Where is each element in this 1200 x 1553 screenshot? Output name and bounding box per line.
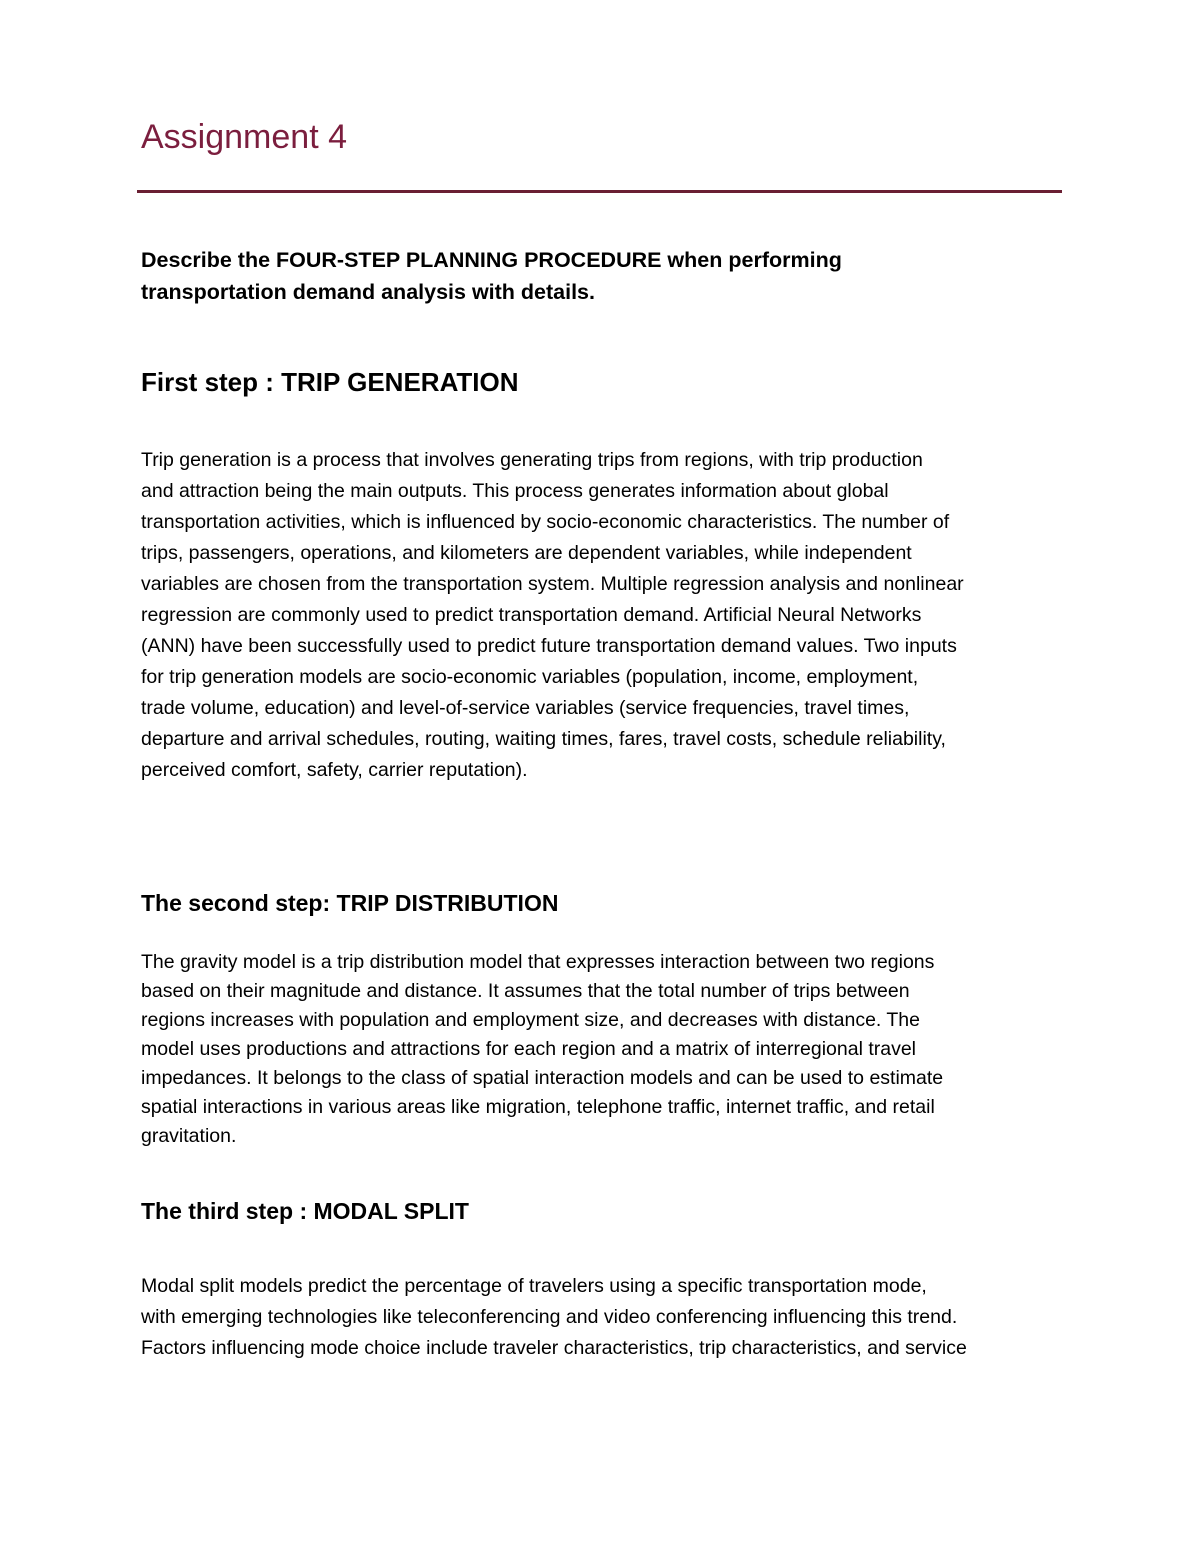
section-heading-trip-distribution: The second step: TRIP DISTRIBUTION <box>141 890 559 916</box>
text-line: for trip generation models are socio-economic variables (population, income, employment, <box>141 666 919 688</box>
text-line: regions increases with population and employment size, and decreases with distance. The <box>141 1009 921 1031</box>
text-line: impedances. It belongs to the class of spatial interaction models and can be used to estimate <box>141 1067 944 1089</box>
text-line: departure and arrival schedules, routing, waiting times, fares, travel costs, schedule reliability, <box>141 728 946 750</box>
text-line: Modal split models predict the percentage of travelers using a specific transportation mode, <box>141 1275 927 1297</box>
section-body-trip-distribution <box>141 948 1063 1151</box>
text-line: model uses productions and attractions for each region and a matrix of interregional travel <box>141 1038 917 1060</box>
text-line: trade volume, education) and level-of-service variables (service frequencies, travel times, <box>141 697 910 719</box>
text-line: regression are commonly used to predict transportation demand. Artificial Neural Networks <box>141 604 922 626</box>
text-line: and attraction being the main outputs. This process generates information about global <box>141 480 889 502</box>
section-heading-modal-split: The third step : MODAL SPLIT <box>141 1198 469 1224</box>
title-underline-rule <box>137 190 1062 193</box>
text-line: based on their magnitude and distance. It assumes that the total number of trips between <box>141 980 910 1002</box>
section-heading-trip-generation: First step : TRIP GENERATION <box>141 367 519 397</box>
text-line: The gravity model is a trip distribution model that expresses interaction between two regions <box>141 951 935 973</box>
text-line: (ANN) have been successfully used to predict future transportation demand values. Two inputs <box>141 635 957 657</box>
text-line: trips, passengers, operations, and kilometers are dependent variables, while independent <box>141 542 912 564</box>
text-line: spatial interactions in various areas like migration, telephone traffic, internet traffic, and retail <box>141 1096 935 1118</box>
section-body-trip-generation <box>141 445 1063 786</box>
document-title: Assignment 4 <box>141 118 347 156</box>
text-line: perceived comfort, safety, carrier reputation). <box>141 759 528 781</box>
text-line: Factors influencing mode choice include traveler characteristics, trip characteristics, and service <box>141 1337 967 1359</box>
text-line: Trip generation is a process that involves generating trips from regions, with trip production <box>141 449 923 471</box>
section-body-modal-split <box>141 1271 1063 1364</box>
text-line: gravitation. <box>141 1125 237 1147</box>
text-line: with emerging technologies like teleconferencing and video conferencing influencing this trend. <box>141 1306 958 1328</box>
assignment-question: Describe the FOUR-STEP PLANNING PROCEDURE when performing transportation demand analysis with details. <box>141 248 842 304</box>
text-line: variables are chosen from the transportation system. Multiple regression analysis and nonlinear <box>141 573 964 595</box>
text-line: transportation activities, which is influenced by socio-economic characteristics. The number of <box>141 511 950 533</box>
